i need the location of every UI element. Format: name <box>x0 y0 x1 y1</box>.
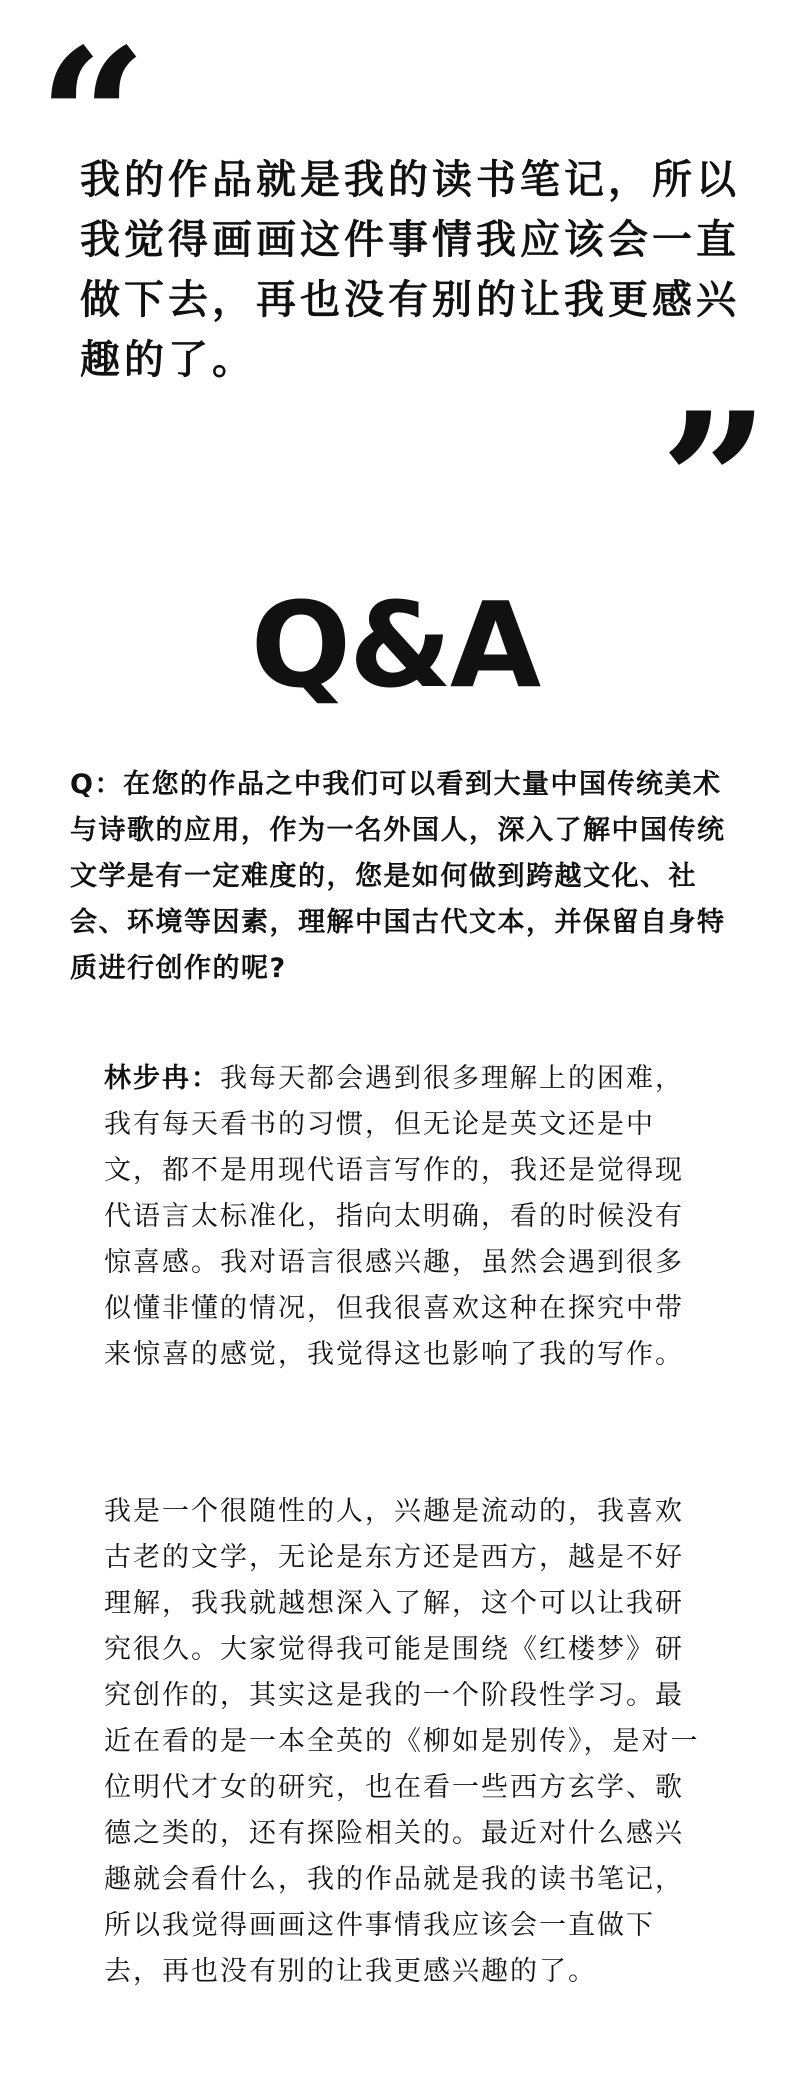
close-quote-mark: ” <box>660 371 750 594</box>
interview-question: Q：在您的作品之中我们可以看到大量中国传统美术与诗歌的应用，作为一名外国人，深入了解中国传统文学是有一定难度的，您是如何做到跨越文化、社会、环境等因素，理解中国古代文本，并保留自身特质进行创作的呢? <box>70 769 726 984</box>
pull-quote: 我的作品就是我的读书笔记，所以我觉得画画这件事情我应该会一直做下去，再也没有别的让我更感兴趣的了。 <box>80 157 740 383</box>
answer-speaker: 林步冉： <box>104 1063 220 1094</box>
qa-heading: Q&A <box>250 576 540 714</box>
answer-text-1: 我每天都会遇到很多理解上的困难，我有每天看书的习惯，但无论是英文还是中文，都不是用现代语言写作的，我还是觉得现代语言太标准化，指向太明确，看的时候没有惊喜感。我对语言很感兴趣，虽然会遇到很多似懂非懂的情况，但我很喜欢这种在探究中带来惊喜的感觉，我觉得这也影响了我的写作。 <box>104 1063 684 1370</box>
open-quote-mark: “ <box>38 7 128 230</box>
answer-paragraph: 我是一个很随性的人，兴趣是流动的，我喜欢古老的文学，无论是东方还是西方，越是不好理解，我我就越想深入了解，这个可以让我研究很久。大家觉得我可能是围绕《红楼梦》研究创作的，其实这是我的一个阶段性学习。最近在看的是一本全英的《柳如是别传》，是对一位明代才女的研究，也在看一些西方玄学、歌德之类的，还有探险相关的。最近对什么感兴趣就会看什么，我的作品就是我的读书笔记，所以我觉得画画这件事情我应该会一直做下去，再也没有别的让我更感兴趣的了。 <box>104 1496 700 1987</box>
answer-paragraph <box>104 1056 704 1378</box>
